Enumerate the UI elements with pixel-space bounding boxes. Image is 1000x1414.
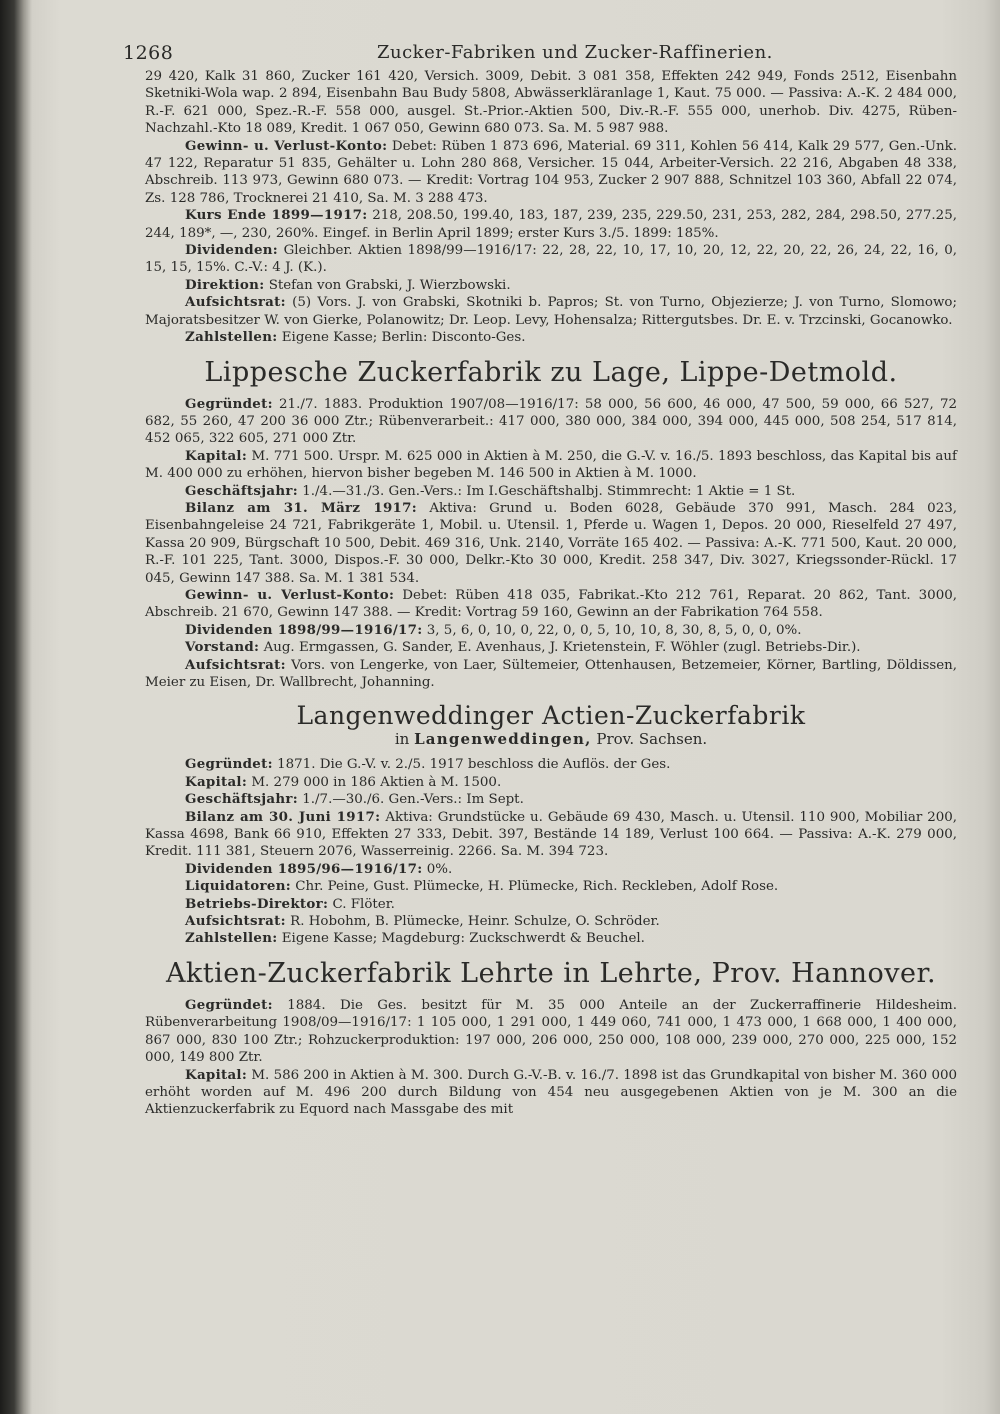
paragraph-text: 1./4.—31./3. Gen.-Vers.: Im I.Geschäftshalbj. Stimmrecht: 1 Aktie = 1 St. [302,483,796,499]
paragraph-label: Kapital: [185,773,248,790]
running-header [123,34,957,68]
paragraph [145,878,957,895]
paragraph [145,500,957,587]
entry-continuation [145,68,957,347]
subtitle-place: Langenweddingen, [414,730,592,749]
paragraph [145,396,957,448]
page-number: 1268 [123,42,174,64]
paragraph-label: Aufsichtsrat: [185,294,286,311]
paragraph-text: 3, 5, 6, 0, 10, 0, 22, 0, 0, 5, 10, 10, 8, 30, 8, 5, 0, 0, 0%. [426,622,802,638]
paragraph [145,622,957,639]
paragraph [145,861,957,878]
paragraph-label: Zahlstellen: [185,930,278,947]
paragraph-label: Betriebs-Direktor: [185,895,329,912]
entry-subtitle [145,730,957,748]
paragraph [145,930,957,947]
paragraph [145,294,957,329]
paragraph [145,997,957,1067]
paragraph-text: Debet: Rüben 1 873 696, Material. 69 311, Kohlen 56 414, Kalk 29 577, Gen.-Unk. 47 122, Reparatur 51 835, Gehälter u. Lohn 280 868, Versicher. 15 044, Arbeiter-Versich. 22 216, Abgaben 48 338, Abschreib. 113 973, Gewinn 680 073. — Kredit: Vortrag 104 953, Zucker 2 907 888, Schnitzel 103 360, Abfall 22 074, Zs. 128 786, Trocknerei 21 410, Sa. M. 3 288 473. [145,138,958,206]
paragraph-label: Kapital: [185,1066,248,1083]
paragraph-text: Gleichber. Aktien 1898/99—1916/17: 22, 28, 22, 10, 17, 10, 20, 12, 22, 20, 22, 26, 24, 22, 16, 0, 15, 15, 15%. C.-V.: 4 J. (K.). [145,243,957,276]
paragraph-text: M. 279 000 in 186 Aktien à M. 1500. [251,774,502,790]
entry-title: Aktien-Zuckerfabrik Lehrte in Lehrte, Prov. Hannover. [165,957,937,989]
paragraph-label: Kapital: [185,447,248,464]
paragraph [145,207,957,242]
paragraph-text: Aug. Ermgassen, G. Sander, E. Avenhaus, J. Krietenstein, F. Wöhler (zugl. Betriebs-Dir.). [263,640,861,656]
paragraph-label: Vorstand: [185,639,260,656]
paragraph-label: Dividenden: [185,242,279,259]
paragraph-text: 1884. Die Ges. besitzt für M. 35 000 Anteile an der Zuckerraffinerie Hildesheim. Rübenverarbeitung 1908/09—1916/17: 1 105 000, 1 291 000, 1 449 060, 741 000, 1 473 000, 1 668 000, 1 400 000, 867 000, 830 100 Ztr.; Rohzuckerproduktion: 197 000, 206 000, 250 000, 108 000, 239 000, 270 000, 225 000, 152 000, 149 800 Ztr. [145,997,957,1066]
paragraph-text: Eigene Kasse; Berlin: Disconto-Ges. [281,330,526,346]
paragraph-label: Dividenden 1898/99—1916/17: [185,621,423,638]
paragraph [145,587,957,622]
subtitle-prefix: in [394,730,410,749]
paragraph-label: Direktion: [185,276,265,293]
paragraph [145,68,957,138]
paragraph-text: Eigene Kasse; Magdeburg: Zuckschwerdt & Beuchel. [281,931,645,947]
paragraph-text: Debet: Rüben 418 035, Fabrikat.-Kto 212 761, Reparat. 20 862, Tant. 3000, Abschreib. 21 670, Gewinn 147 388. — Kredit: Vortrag 59 160, Gewinn an der Fabrikation 764 558. [145,587,957,621]
paragraph-label: Dividenden 1895/96—1916/17: [185,860,423,877]
paragraph-label: Bilanz am 30. Juni 1917: [185,808,381,825]
entry-langenweddinger [145,701,957,947]
entry-lippesche [145,357,957,692]
paragraph-text: 29 420, Kalk 31 860, Zucker 161 420, Versich. 3009, Debit. 3 081 358, Effekten 242 949, Fonds 2512, Eisenbahn Sketniki-Wola wap. 2 894, Eisenbahn Bau Budy 5808, Abwässerkläranlage 1, Kaut. 75 000. — Passiva: A.-K. 2 484 000, R.-F. 621 000, Spez.-R.-F. 558 000, ausgel. St.-Prior.-Aktien 500, Div.-R.-F. 555 000, unerhob. Div. 4275, Rüben-Nachzahl.-Kto 18 089, Kredit. 1 067 050, Gewinn 680 073. Sa. M. 5 987 988. [145,69,957,137]
paragraph-text: Aktiva: Grund u. Boden 6028, Gebäude 370 991, Masch. 284 023, Eisenbahngeleise 24 721, Fabrikgeräte 1, Mobil. u. Utensil. 1, Pferde u. Wagen 1, Depos. 20 000, Rieselfeld 27 497, Kassa 20 909, Bürgschaft 10 500, Debit. 469 316, Unk. 2140, Vorräte 165 402. — Passiva: A.-K. 771 500, Kaut. 20 000, R.-F. 101 225, Tant. 3000, Dispos.-F. 30 000, Delkr.-Kto 30 000, Kredit. 258 347, Div. 3027, Kriegssonder-Rückl. 17 045, Gewinn 147 388. Sa. M. 1 381 534. [145,500,957,586]
paragraph [145,657,957,692]
paragraph-text: M. 586 200 in Aktien à M. 300. Durch G.-V.-B. v. 16./7. 1898 ist das Grundkapital von bisher M. 360 000 erhöht worden auf M. 496 200 durch Bildung von 454 neu ausgegebenen Aktien von je M. 300 an die Aktienzuckerfabrik zu Equord nach Massgabe des mit [145,1067,957,1118]
entry-title: Lippesche Zuckerfabrik zu Lage, Lippe-Detmold. [204,356,898,388]
entry-lehrte [145,958,957,1119]
paragraph-label: Gegründet: [185,395,273,412]
paragraph [145,809,957,861]
paragraph-label: Gewinn- u. Verlust-Konto: [185,137,388,154]
paragraph-text: Aktiva: Grundstücke u. Gebäude 69 430, Masch. u. Utensil. 110 900, Mobiliar 200, Kassa 4698, Bank 66 910, Effekten 27 333, Debit. 397, Bestände 14 189, Verlust 100 664. — Passiva: A.-K. 279 000, Kredit. 111 381, Steuern 2076, Wasserreinig. 2266. Sa. M. 394 723. [145,809,958,860]
paragraph-text: 21./7. 1883. Produktion 1907/08—1916/17: 58 000, 56 600, 46 000, 47 500, 59 000, 66 527, 72 682, 55 260, 47 200 36 000 Ztr.; Rübenverarbeit.: 417 000, 380 000, 384 000, 394 000, 445 000, 508 254, 517 814, 452 065, 322 605, 271 000 Ztr. [145,396,957,447]
page-content [123,34,958,1119]
paragraph [145,448,957,483]
paragraph-text: Chr. Peine, Gust. Plümecke, H. Plümecke, Rich. Reckleben, Adolf Rose. [295,879,779,895]
paragraph [145,756,957,773]
subtitle-region: Prov. Sachsen. [596,730,708,749]
paragraph [145,483,957,500]
paragraph-label: Gegründet: [185,756,273,773]
paragraph-text: 1871. Die G.-V. v. 2./5. 1917 beschloss die Auflös. der Ges. [277,757,671,773]
paragraph [145,329,957,346]
paragraph-text: (5) Vors. J. von Grabski, Skotniki b. Papros; St. von Turno, Objezierze; J. von Turno, Slomowo; Majoratsbesitzer W. von Gierke, Polanowitz; Dr. Leop. Levy, Hohensalza; Rittergutsbes. Dr. E. v. Trzcinski, Gocanowko. [145,295,957,328]
paragraph-label: Aufsichtsrat: [185,913,286,930]
paragraph [145,791,957,808]
paragraph-label: Geschäftsjahr: [185,482,298,499]
paragraph [145,1067,957,1119]
running-title: Zucker-Fabriken und Zucker-Raffinerien. [377,42,773,63]
paragraph-text: 0%. [426,861,453,877]
paragraph-text: C. Flöter. [332,896,395,912]
paragraph-label: Kurs Ende 1899—1917: [185,207,368,224]
paragraph [145,774,957,791]
paragraph [145,277,957,294]
paragraph [145,138,957,208]
paragraph-label: Aufsichtsrat: [185,656,286,673]
entry-title: Langenweddinger Actien-Zuckerfabrik [296,701,806,731]
paragraph-label: Bilanz am 31. März 1917: [185,499,418,516]
paragraph-label: Liquidatoren: [185,878,291,895]
paragraph-text: 218, 208.50, 199.40, 183, 187, 239, 235, 229.50, 231, 253, 282, 284, 298.50, 277.25, 244, 189*, —, 230, 260%. Eingef. in Berlin April 1899; erster Kurs 3./5. 1899: 185%. [145,208,957,241]
paragraph-text: Stefan von Grabski, J. Wierzbowski. [268,277,511,293]
paragraph-text: M. 771 500. Urspr. M. 625 000 in Aktien à M. 250, die G.-V. v. 16./5. 1893 beschloss, das Kapital bis auf M. 400 000 zu erhöhen, hiervon bisher begeben M. 146 500 in Aktien à M. 1000. [145,448,957,482]
paragraph [145,639,957,656]
paragraph-label: Zahlstellen: [185,329,278,346]
paragraph-label: Geschäftsjahr: [185,791,298,808]
paragraph [145,913,957,930]
paragraph [145,242,957,277]
paragraph [145,896,957,913]
paragraph-label: Gegründet: [185,996,273,1013]
paragraph-text: R. Hobohm, B. Plümecke, Heinr. Schulze, O. Schröder. [290,914,660,930]
paragraph-label: Gewinn- u. Verlust-Konto: [185,586,395,603]
paragraph-text: 1./7.—30./6. Gen.-Vers.: Im Sept. [302,792,524,808]
paragraph-text: Vors. von Lengerke, von Laer, Sültemeier, Ottenhausen, Betzemeier, Körner, Bartling, Döldissen, Meier zu Eisen, Dr. Wallbrecht, Johanning. [145,657,958,690]
